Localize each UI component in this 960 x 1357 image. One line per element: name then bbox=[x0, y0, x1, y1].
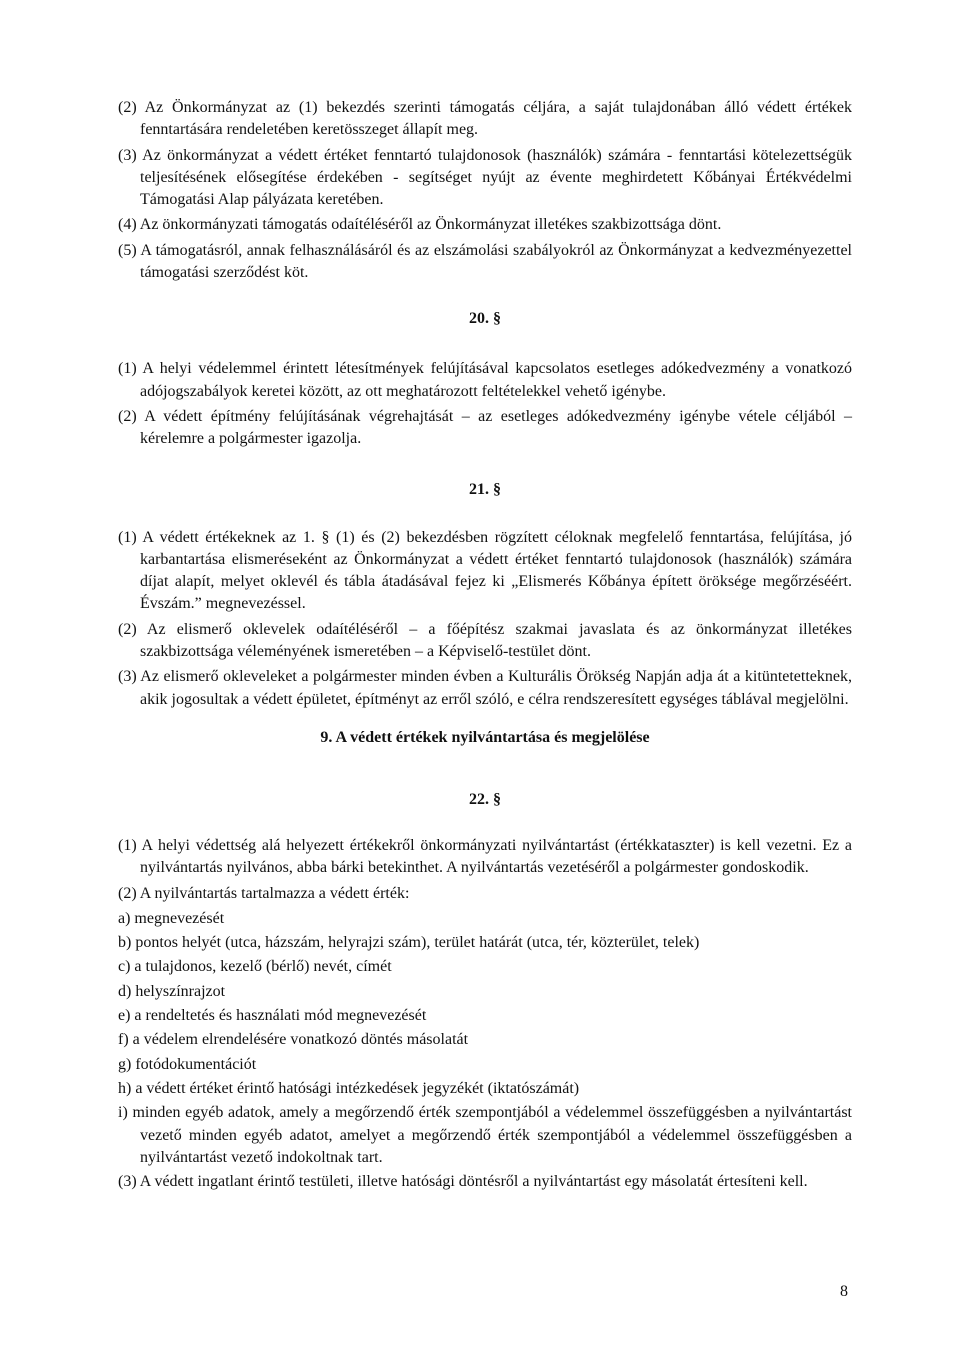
list-item: e) a rendeltetés és használati mód megnevezését bbox=[118, 1007, 427, 1025]
section-heading-20: 20. § bbox=[469, 310, 501, 328]
document-body bbox=[118, 97, 852, 1196]
list-item: i) minden egyéb adatok, amely a megőrzendő érték szempontjából a védelemmel összefüggésben a nyilvántartást vezető minden egyéb adatot, amelyet a megőrzendő érték szempontjából a védelemmel összefüggésben a nyilvántartást vezető indokoltnak tart. bbox=[118, 1104, 852, 1166]
paragraph: (3) Az elismerő okleveleket a polgármester minden évben a Kulturális Örökség Napján adja át a kitüntetetteknek, akik jogosultak a védett épületet, építményt az erről szóló, e célra rendszeresített egységes táblával megjelölni. bbox=[118, 668, 852, 708]
paragraph: (1) A helyi védelemmel érintett létesítmények felújításával kapcsolatos esetleges adókedvezmény a vonatkozó adójogszabályok keretei között, az ott meghatározott feltételekkel vehető igénybe. bbox=[118, 360, 852, 400]
paragraph: (4) Az önkormányzati támogatás odaítéléséről az Önkormányzat illetékes szakbizottsága dönt. bbox=[118, 216, 722, 234]
list-item: h) a védett értéket érintő hatósági intézkedések jegyzékét (iktatószámát) bbox=[118, 1079, 580, 1097]
list-item: f) a védelem elrendelésére vonatkozó döntés másolatát bbox=[118, 1031, 469, 1049]
paragraph: (1) A védett értékeknek az 1. § (1) és (2) bekezdésben rögzített céloknak megfelelő fenntartása, felújítása, jó karbantartása elismeréseként az Önkormányzat a védett értéket fenntartó tulajdonosok (használók) számára díjat alapít, melyet oklevél és tábla átadásával fejez ki „Elismerés Kőbánya épített öröksége megőrzéséért. Évszám.” megnevezéssel. bbox=[118, 528, 852, 613]
list-item: d) helyszínrajzot bbox=[118, 982, 226, 1000]
page-number: 8 bbox=[840, 1283, 848, 1300]
list-item: g) fotódokumentációt bbox=[118, 1055, 257, 1073]
paragraph: (1) A helyi védettség alá helyezett értékekről önkormányzati nyilvántartást (értékkataszter) is kell vezetni. Ez a nyilvántartás nyilvános, abba bárki betekinthet. A nyilvántartás vezetéséről a polgármester gondoskodik. bbox=[118, 836, 852, 877]
list-item: b) pontos helyét (utca, házszám, helyrajzi szám), terület határát (utca, tér, közterület, telek) bbox=[118, 934, 700, 952]
paragraph: (2) A védett építmény felújításának végrehajtását – az esetleges adókedvezmény igénybe vétele céljából – kérelemre a polgármester igazolja. bbox=[118, 407, 852, 448]
paragraph: (2) Az Önkormányzat az (1) bekezdés szerinti támogatás céljára, a saját tulajdonában álló védett értékek fenntartására rendeletében keretösszeget állapít meg. bbox=[118, 99, 852, 139]
paragraph: (2) A nyilvántartás tartalmazza a védett érték: bbox=[118, 884, 410, 902]
paragraph: (3) Az önkormányzat a védett értéket fenntartó tulajdonosok (használók) számára - fenntartási kötelezettségük teljesítésének elősegítése érdekében - segítséget nyújt az évente meghirdetett Kőbányai Értékvédelmi Támogatási Alap pályázata keretében. bbox=[118, 146, 852, 209]
section-heading-22: 22. § bbox=[469, 790, 501, 808]
paragraph: (3) A védett ingatlant érintő testületi, illetve hatósági döntésről a nyilvántartást egy másolatát értesíteni kell. bbox=[118, 1173, 808, 1191]
paragraph: (2) Az elismerő oklevelek odaítéléséről – a főépítész szakmai javaslata és az önkormányzat illetékes szakbizottsága véleményének ismeretében – a Képviselő-testület dönt. bbox=[118, 620, 852, 661]
section-heading-21: 21. § bbox=[469, 480, 501, 498]
list-item: a) megnevezését bbox=[118, 909, 225, 927]
paragraph: (5) A támogatásról, annak felhasználásáról és az elszámolási szabályokról az Önkormányzat a kedvezményezettel támogatási szerződést köt. bbox=[118, 241, 852, 282]
list-item: c) a tulajdonos, kezelő (bérlő) nevét, címét bbox=[118, 958, 392, 976]
chapter-heading: 9. A védett értékek nyilvántartása és megjelölése bbox=[320, 728, 650, 746]
content-list bbox=[118, 908, 852, 1169]
